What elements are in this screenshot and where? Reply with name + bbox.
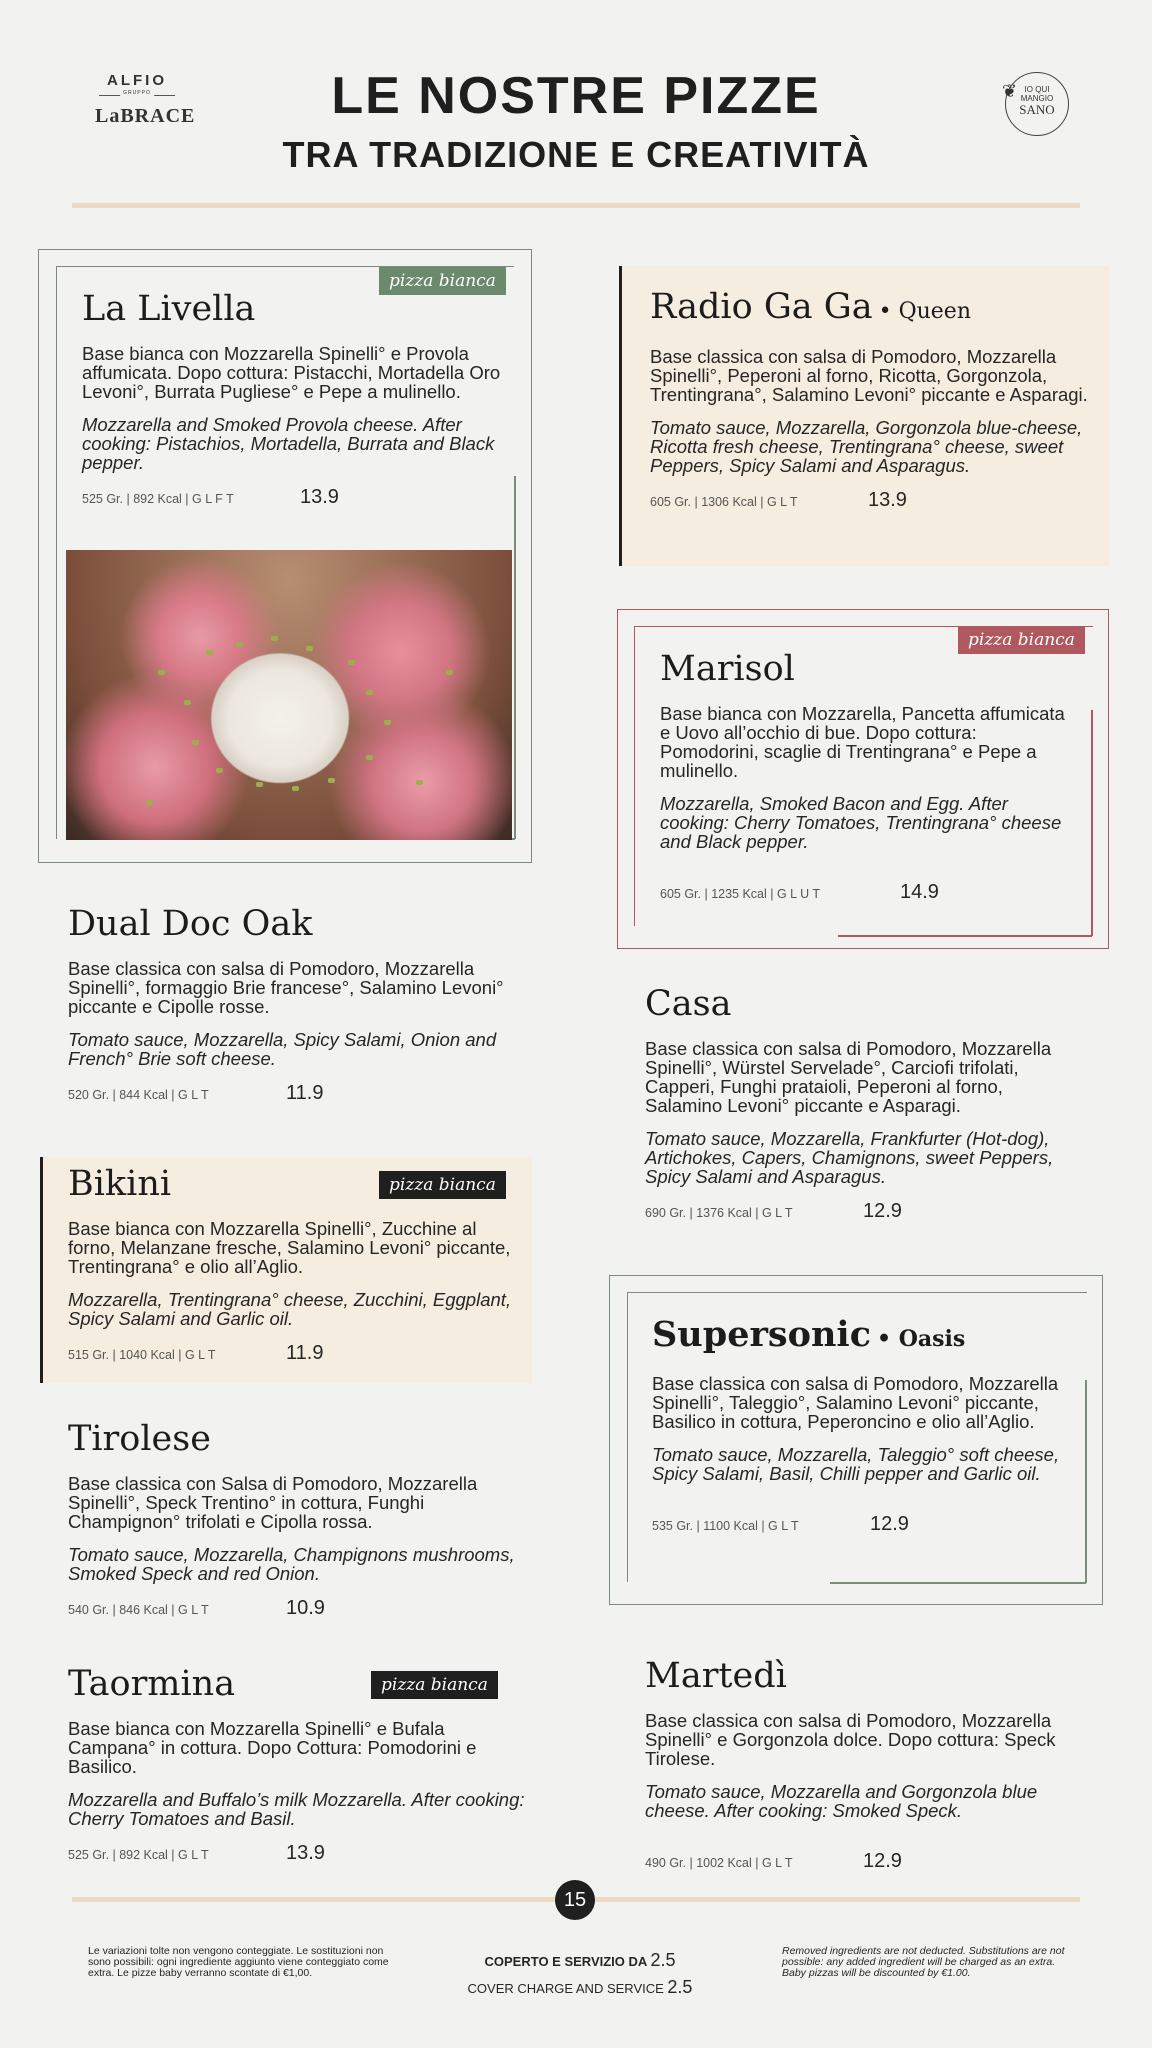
header-divider xyxy=(72,203,1080,208)
pizza-description-english: Tomato sauce, Mozzarella and Gorgonzola blue cheese. After cooking: Smoked Speck. xyxy=(645,1781,1038,1821)
pizza-description: Base classica con Salsa di Pomodoro, Mozzarella Spinelli°, Speck Trentino° in cottura, Funghi Champignon° trifolati e Cipolla rossa. xyxy=(68,1473,478,1532)
logo-left-line1: ALFIO xyxy=(107,72,167,89)
cover-charge-italian-amount: 2.5 xyxy=(650,1950,676,1970)
la-livella-photo xyxy=(66,550,512,840)
marisol-tag: pizza bianca xyxy=(958,626,1085,654)
pizza-description-english: Tomato sauce, Mozzarella, Champignons mushrooms, Smoked Speck and red Onion. xyxy=(68,1544,515,1584)
pizza-price: 12.9 xyxy=(863,1200,902,1222)
pizza-nutrition-info: 690 Gr. | 1376 Kcal | G L T xyxy=(645,1206,793,1220)
la-livella-inner-frame-right xyxy=(514,476,516,839)
la-livella-tag: pizza bianca xyxy=(379,267,506,295)
pizza-description-english: Tomato sauce, Mozzarella, Spicy Salami, Onion and French° Brie soft cheese. xyxy=(68,1029,497,1069)
pizza-description: Base bianca con Mozzarella Spinelli° e Bufala Campana° in cottura. Dopo Cottura: Pomodorini e Basilico. xyxy=(68,1718,477,1777)
pizza-nutrition-info: 540 Gr. | 846 Kcal | G L T xyxy=(68,1603,209,1617)
io-qui-mangio-sano-logo xyxy=(1002,72,1069,136)
pizza-meta xyxy=(650,489,1090,512)
cover-charge-english xyxy=(440,1977,720,1998)
logo-right-line1: IO QUI xyxy=(1024,85,1050,94)
pizza-price: 14.9 xyxy=(900,881,939,903)
pizza-nutrition-info: 520 Gr. | 844 Kcal | G L T xyxy=(68,1088,209,1102)
marisol-inner-frame-right xyxy=(1091,710,1093,936)
pizza-tirolese xyxy=(68,1418,528,1620)
pizza-description-english: Mozzarella, Trentingrana° cheese, Zucchini, Eggplant, Spicy Salami and Garlic oil. xyxy=(68,1289,512,1329)
pizza-name: Bikini xyxy=(68,1164,172,1204)
pizza-price: 12.9 xyxy=(863,1850,902,1872)
pizza-meta xyxy=(82,486,502,509)
pizza-description: Base classica con salsa di Pomodoro, Mozzarella Spinelli°, Würstel Servelade°, Carciofi trifolati, Capperi, Funghi prataioli, Peperoni al forno, Salamino Levoni° piccante e Asparagi. xyxy=(645,1038,1052,1116)
pizza-meta xyxy=(645,1200,1085,1223)
pizza-description-english: Mozzarella and Buffalo’s milk Mozzarella. After cooking: Cherry Tomatoes and Basil. xyxy=(68,1789,525,1829)
pizza-description-english: Mozzarella, Smoked Bacon and Egg. After cooking: Cherry Tomatoes, Trentingrana° cheese and Black pepper. xyxy=(660,793,1062,852)
pizza-description: Base classica con salsa di Pomodoro, Mozzarella Spinelli° e Gorgonzola dolce. Dopo cottura: Speck Tirolese. xyxy=(645,1710,1056,1769)
pizza-name: Tirolese xyxy=(68,1419,211,1459)
pizza-nutrition-info: 525 Gr. | 892 Kcal | G L F T xyxy=(82,492,234,506)
pizza-name-sub: • Queen xyxy=(878,299,971,324)
pizza-nutrition-info: 525 Gr. | 892 Kcal | G L T xyxy=(68,1848,209,1862)
pizza-price: 11.9 xyxy=(286,1082,324,1104)
supersonic-inner-frame-bottom xyxy=(830,1582,1086,1584)
taormina-tag: pizza bianca xyxy=(371,1671,498,1699)
cover-charge-english-amount: 2.5 xyxy=(667,1977,693,1997)
cover-charge-italian-label: COPERTO E SERVIZIO DA xyxy=(484,1954,647,1969)
pizza-name-sub: • Oasis xyxy=(877,1326,966,1352)
pizza-meta xyxy=(652,1513,1072,1536)
pizza-la-livella xyxy=(82,288,502,509)
footer-note-italian: Le variazioni tolte non vengono conteggiate. Le sostituzioni non sono possibili: ogni ingrediente aggiunto viene conteggiato come extra. Le pizze baby verranno scontate di €1,00. xyxy=(88,1945,389,1979)
pizza-meta xyxy=(645,1850,1105,1873)
pizza-martedi xyxy=(645,1655,1105,1873)
cover-charge xyxy=(440,1950,720,1998)
pizza-description: Base classica con salsa di Pomodoro, Mozzarella Spinelli°, Peperoni al forno, Ricotta, Gorgonzola, Trentingrana°, Salamino Levoni° piccante e Asparagi. xyxy=(650,346,1088,405)
pizza-price: 11.9 xyxy=(286,1342,324,1364)
logo-right-line2: MANGIO xyxy=(1020,94,1054,103)
logo-right-line3: SANO xyxy=(1019,102,1055,117)
pizza-description-english: Tomato sauce, Mozzarella, Gorgonzola blue-cheese, Ricotta fresh cheese, Trentingrana° cheese, sweet Peppers, Spicy Salami and Asparagus. xyxy=(650,417,1083,476)
pizza-description: Base classica con salsa di Pomodoro, Mozzarella Spinelli°, Taleggio°, Salamino Levoni° piccante, Basilico in cottura, Peperoncino e olio all’Aglio. xyxy=(652,1373,1059,1432)
page-title: LE NOSTRE PIZZE xyxy=(331,67,821,125)
pizza-name: Casa xyxy=(645,984,732,1024)
supersonic-inner-frame-right xyxy=(1085,1380,1087,1583)
pizza-casa xyxy=(645,983,1085,1223)
pizza-description: Base bianca con Mozzarella Spinelli°, Zucchine al forno, Melanzane fresche, Salamino Levoni° piccante, Trentingrana° e olio all’Aglio. xyxy=(68,1218,511,1277)
pizza-name: Marisol xyxy=(660,649,795,689)
pizza-taormina xyxy=(68,1663,528,1865)
pizza-name: Taormina xyxy=(68,1664,236,1704)
pizza-name: La Livella xyxy=(82,289,256,329)
pizza-price: 13.9 xyxy=(286,1842,325,1864)
pizza-description: Base bianca con Mozzarella, Pancetta affumicata e Uovo all’occhio di bue. Dopo cottura: Pomodorini, scaglie di Trentingrana° e Pepe a mulinello. xyxy=(660,703,1065,781)
pizza-meta xyxy=(68,1342,518,1365)
pizza-nutrition-info: 490 Gr. | 1002 Kcal | G L T xyxy=(645,1856,793,1870)
pizza-price: 10.9 xyxy=(286,1597,325,1619)
pizza-bikini xyxy=(68,1163,518,1365)
pizza-description: Base bianca con Mozzarella Spinelli° e Provola affumicata. Dopo cottura: Pistacchi, Mortadella Oro Levoni°, Burrata Pugliese° e Pepe a mulinello. xyxy=(82,343,501,402)
cover-charge-italian xyxy=(440,1950,720,1971)
pizza-meta xyxy=(68,1597,528,1620)
logo-left-small: GRUPPO xyxy=(120,90,154,96)
pizza-description: Base classica con salsa di Pomodoro, Mozzarella Spinelli°, formaggio Brie francese°, Salamino Levoni° piccante e Cipolle rosse. xyxy=(68,958,504,1017)
pizza-name-text: Radio Ga Ga xyxy=(650,287,873,327)
footer-note-english: Removed ingredients are not deducted. Substitutions are not possible: any added ingredient will be charged as an extra. Baby pizzas will be discounted by €1.00. xyxy=(782,1945,1065,1979)
pizza-meta xyxy=(68,1082,528,1105)
pizza-description-english: Tomato sauce, Mozzarella, Frankfurter (Hot-dog), Artichokes, Capers, Chamignons, sweet Peppers, Spicy Salami and Asparagus. xyxy=(645,1128,1054,1187)
pizza-price: 12.9 xyxy=(870,1513,909,1535)
pizza-name-text: Supersonic xyxy=(652,1314,872,1355)
pizza-description-english: Tomato sauce, Mozzarella, Taleggio° soft cheese, Spicy Salami, Basil, Chilli pepper and Garlic oil. xyxy=(652,1444,1060,1484)
pizza-nutrition-info: 535 Gr. | 1100 Kcal | G L T xyxy=(652,1519,799,1533)
page-subtitle: TRA TRADIZIONE E CREATIVITÀ xyxy=(282,134,870,175)
pizza-name: Dual Doc Oak xyxy=(68,904,313,944)
pizza-price: 13.9 xyxy=(868,489,907,511)
pizza-name: Martedì xyxy=(645,1656,787,1696)
pizza-meta xyxy=(68,1842,528,1865)
pizza-name xyxy=(652,1314,1072,1360)
pizza-nutrition-info: 605 Gr. | 1235 Kcal | G L U T xyxy=(660,887,821,901)
pizza-nutrition-info: 515 Gr. | 1040 Kcal | G L T xyxy=(68,1348,216,1362)
bikini-tag: pizza bianca xyxy=(379,1171,506,1199)
logo-left-line2: LaBRACE xyxy=(95,105,196,127)
pizza-dual-doc-oak xyxy=(68,903,528,1105)
marisol-inner-frame-bottom xyxy=(838,935,1092,937)
pizza-supersonic xyxy=(652,1314,1072,1536)
pizza-marisol xyxy=(660,648,1080,904)
leaf-icon: ❦ xyxy=(1002,81,1018,101)
pizza-radio-ga-ga xyxy=(650,286,1090,512)
pizza-name xyxy=(650,286,1090,333)
page-number: 15 xyxy=(555,1880,595,1920)
pizza-meta xyxy=(660,881,1080,904)
pizza-description-english: Mozzarella and Smoked Provola cheese. After cooking: Pistachios, Mortadella, Burrata and Black pepper. xyxy=(82,414,495,473)
pizza-nutrition-info: 605 Gr. | 1306 Kcal | G L T xyxy=(650,495,798,509)
cover-charge-english-label: COVER CHARGE AND SERVICE xyxy=(467,1981,664,1996)
pizza-price: 13.9 xyxy=(300,486,339,508)
